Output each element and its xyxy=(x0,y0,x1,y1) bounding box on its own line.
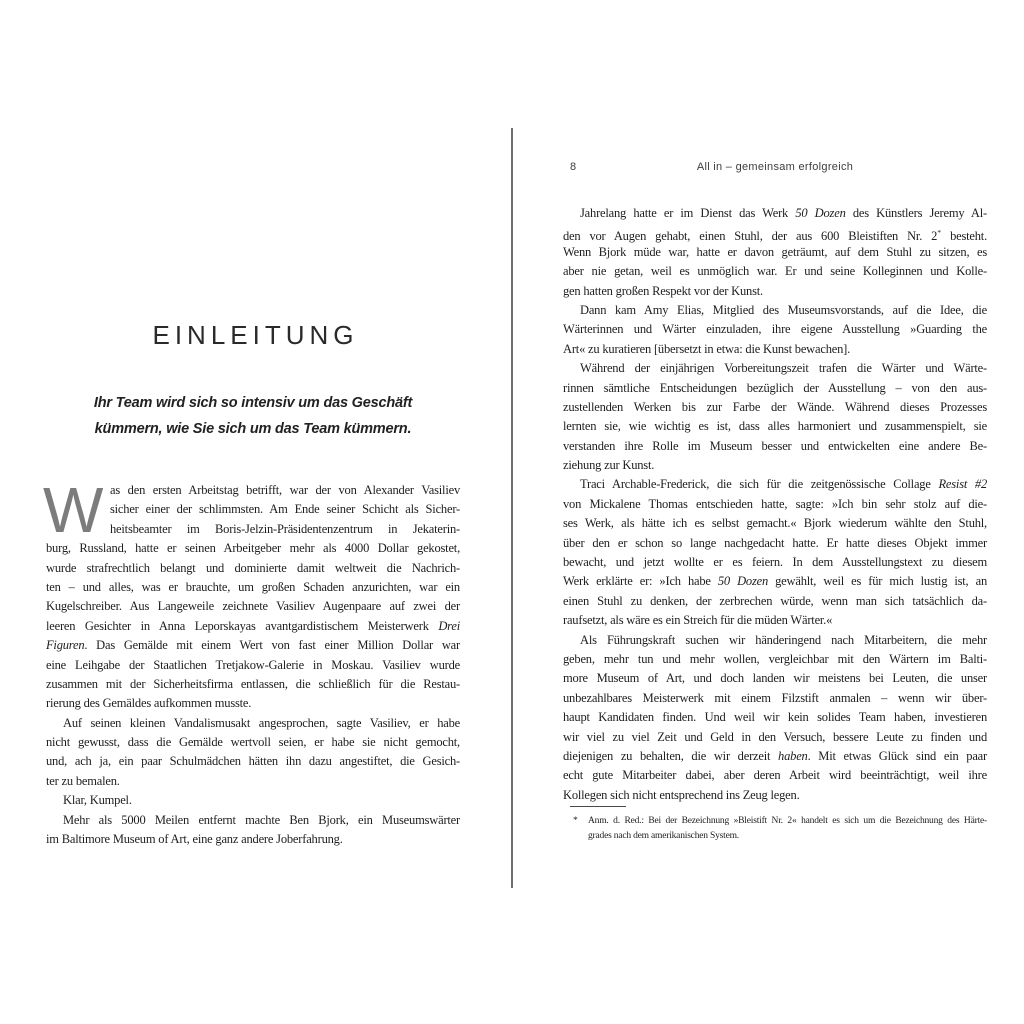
text-line xyxy=(563,301,987,320)
text-segment: im Baltimore Museum of Art, eine ganz andere Joberfahrung. xyxy=(46,832,343,847)
text-line xyxy=(46,656,460,675)
text-line xyxy=(46,597,460,616)
text-line xyxy=(563,243,987,262)
text-segment: Als Führungskraft suchen wir händeringend nach Mitarbeitern, die mehr xyxy=(580,632,987,647)
subtitle-line: kümmern, wie Sie sich um das Team kümmern. xyxy=(94,421,412,437)
text-line xyxy=(563,320,987,339)
text-segment: wurde strafrechtlich belangt und dominierte damit weltweit die Nachrich- xyxy=(46,560,460,575)
text-line xyxy=(563,728,987,747)
text-line xyxy=(46,578,460,597)
text-segment: grades nach dem amerikanischen System. xyxy=(588,831,739,841)
page-header xyxy=(563,161,987,173)
text-line xyxy=(46,752,460,771)
text-segment: Dann kam Amy Elias, Mitglied des Museumsvorstands, auf die Idee, die xyxy=(580,302,987,317)
text-segment: lernten sie, wie wichtig es ist, dass alles harmoniert und zusammenspielt, sie xyxy=(563,419,987,434)
text-line xyxy=(588,829,987,844)
text-segment: Art« zu kuratieren [übersetzt in etwa: die Kunst bewachen]. xyxy=(563,341,851,356)
text-line xyxy=(563,747,987,766)
text-segment: echt gute Mitarbeiter dabei, aber deren Arbeit wird beeinträchtigt, weil ihre xyxy=(563,768,987,783)
page-divider xyxy=(511,128,513,888)
text-line xyxy=(563,340,987,359)
text-segment: Jahrelang hatte er im Dienst das Werk xyxy=(580,206,796,220)
italic-text: 50 Dozen xyxy=(717,574,769,589)
text-line xyxy=(563,592,987,611)
text-line xyxy=(46,811,460,830)
text-segment: wir viel zu viel Zeit und Geld in den Versuch, bessere Leute zu finden und xyxy=(563,729,987,744)
text-segment: Werk erklärte er: »Ich habe xyxy=(563,574,718,589)
text-segment: Während der einjährigen Vorbereitungszeit trafen die Wärter und Wärte- xyxy=(580,361,987,376)
left-body-text xyxy=(43,474,460,849)
text-segment: Kollegen sich nicht entsprechend ins Zeug legen. xyxy=(563,787,800,802)
text-line xyxy=(563,437,987,456)
text-segment: Mehr als 5000 Meilen entfernt machte Ben Bjork, ein Museumswärter xyxy=(63,812,460,827)
text-line xyxy=(46,520,460,539)
text-line xyxy=(563,282,987,301)
text-segment: ten – und alles, was er brauchte, um großen Schaden anzurichten, war ein xyxy=(46,579,460,594)
text-line xyxy=(563,708,987,727)
text-line xyxy=(46,772,460,791)
left-body-lines xyxy=(46,481,460,849)
text-line xyxy=(588,814,987,829)
text-segment: diejenigen zu behalten, die wir derzeit xyxy=(563,748,779,763)
text-segment: raufsetzt, als wäre es ein Streich für die müden Wärter.« xyxy=(563,613,833,628)
footnote-marker: * xyxy=(573,816,578,826)
text-line xyxy=(46,500,460,519)
italic-text: Drei xyxy=(438,618,460,633)
text-segment: . Mit etwas Glück sind ein paar xyxy=(807,748,987,763)
text-line xyxy=(46,714,460,733)
text-segment: besteht. xyxy=(941,229,988,244)
text-segment: verstanden ihre Rolle im Museum besser und entwickelten eine andere Be- xyxy=(563,438,987,453)
subtitle-line: Ihr Team wird sich so intensiv um das Geschäft xyxy=(93,395,413,411)
text-line xyxy=(46,830,460,849)
text-line xyxy=(563,786,987,805)
text-segment: more Museum of Art, und doch landen wir meistens bei Leuten, die unser xyxy=(563,671,987,686)
left-page xyxy=(43,0,460,1024)
right-page xyxy=(563,0,987,1024)
text-line xyxy=(563,398,987,417)
text-line xyxy=(563,223,987,242)
drop-cap: W xyxy=(43,474,104,546)
text-line xyxy=(563,514,987,533)
text-line xyxy=(46,636,460,655)
text-line xyxy=(563,204,987,223)
text-segment: geben, mehr tun und mehr wollen, vergleichbar mit den Wärtern im Balti- xyxy=(563,651,987,666)
text-line xyxy=(563,475,987,494)
text-line xyxy=(563,572,987,591)
italic-text: Resist #2 xyxy=(938,477,987,492)
text-segment: heitsbeamter im Boris-Jelzin-Präsidentenzentrum in Jekaterin- xyxy=(110,521,460,536)
footnote-separator xyxy=(570,806,626,807)
right-body-lines xyxy=(563,204,987,805)
text-segment: Auf seinen kleinen Vandalismusakt angesprochen, sagte Vasiliev, er habe xyxy=(63,715,460,730)
text-segment: über den er schon so lange nachgedacht hatte. Er hatte dieses Objekt immer xyxy=(563,535,987,550)
text-segment: und, ach ja, ein paar Schulmädchen hätten ihn dazu angestiftet, die Gesich- xyxy=(46,754,460,769)
text-segment: nicht gewusst, dass die Gemälde wertvoll seien, er habe sie nicht gemocht, xyxy=(46,735,460,750)
chapter-subtitle xyxy=(46,390,460,442)
text-line xyxy=(563,417,987,436)
text-segment: burg, Russland, hatte er seinen Arbeitgeber mehr als 4000 Dollar gekostet, xyxy=(46,541,460,556)
text-segment: von Mickalene Thomas entschieden hatte, sagte: »Ich bin sehr stolz auf die- xyxy=(563,496,987,511)
text-line xyxy=(46,733,460,752)
text-line xyxy=(46,481,460,500)
text-segment: eine Leihgabe der Staatlichen Tretjakow-Galerie in Moskau. Vasiliev wurde xyxy=(46,657,460,672)
text-line xyxy=(563,631,987,650)
footnote xyxy=(563,806,987,844)
text-segment: zustellenden Werken bis zur Farbe der Wände. Während dieses Prozesses xyxy=(563,399,987,414)
text-segment: Wärterinnen und Wärter einzuladen, ihre eigene Ausstellung »Guarding the xyxy=(563,322,987,337)
text-segment: . Das Gemälde mit einem Wert von fast einer Million Dollar war xyxy=(84,638,460,653)
text-segment: den vor Augen gehabt, einen Stuhl, der aus 600 Bleistiften Nr. 2 xyxy=(563,229,938,244)
text-segment: ziehung zur Kunst. xyxy=(563,458,655,473)
text-segment: haupt Kandidaten finden. Und weil wir kein solides Team haben, investieren xyxy=(563,710,987,725)
text-segment: rierung des Gemäldes aufkommen musste. xyxy=(46,696,252,711)
text-line xyxy=(46,675,460,694)
italic-text: haben xyxy=(778,748,808,763)
footnote-lines xyxy=(563,814,987,844)
text-line xyxy=(563,359,987,378)
text-line xyxy=(563,689,987,708)
text-segment: ter zu bemalen. xyxy=(46,773,120,788)
text-segment: Wenn Bjork müde war, hatte er davon geträumt, auf dem Stuhl zu sitzen, es xyxy=(563,244,987,259)
text-segment: gen hatten großen Respekt vor der Kunst. xyxy=(563,283,763,298)
text-segment: Klar, Kumpel. xyxy=(63,793,132,808)
chapter-title: EINLEITUNG xyxy=(152,320,359,350)
text-segment: gewählt, weil es für mich lustig ist, an xyxy=(768,574,987,589)
text-segment: sicher einer der schlimmsten. Am Ende seiner Schicht als Sicher- xyxy=(110,502,460,517)
text-line xyxy=(563,611,987,630)
text-segment: rinnen sämtliche Entscheidungen bezüglich der Ausstellung – von den aus- xyxy=(563,380,987,395)
text-segment: as den ersten Arbeitstag betrifft, war der von Alexander Vasiliev xyxy=(110,483,460,497)
italic-text: Figuren xyxy=(46,638,85,653)
text-segment: aber nie getan, weil es unmöglich war. Er und seine Kolleginnen und Kolle- xyxy=(563,264,987,279)
text-segment: Traci Archable-Frederick, die sich für die zeitgenössische Collage xyxy=(580,477,939,492)
text-line xyxy=(46,791,460,810)
text-segment: einen Stuhl zu denken, der zerbrechen würde, wenn man sich tatsächlich da- xyxy=(563,593,987,608)
page-number: 8 xyxy=(570,161,577,173)
text-line xyxy=(563,456,987,475)
text-line xyxy=(563,766,987,785)
text-segment: bewacht, und jetzt wollte er es feiern. In dem Ausstellungstext zu diesem xyxy=(563,555,987,570)
text-line xyxy=(563,379,987,398)
text-line xyxy=(46,539,460,558)
text-line xyxy=(46,617,460,636)
italic-text: 50 Dozen xyxy=(795,206,846,220)
footnote-reference-marker: * xyxy=(937,228,942,238)
text-segment: unbezahlbares Meisterwerk mit einem Filzstift anmalen – wenn wir über- xyxy=(563,690,987,705)
text-line xyxy=(46,559,460,578)
text-line xyxy=(563,553,987,572)
text-segment: ses Werk, als hätte ich es selbst gemacht.« Bjork wiederum wählte den Stuhl, xyxy=(563,516,987,531)
text-line xyxy=(46,694,460,713)
text-segment: Kugelschreiber. Aus Langeweile zeichnete Vasiliev Augenpaare auf zwei der xyxy=(46,599,460,614)
text-line xyxy=(563,669,987,688)
text-line xyxy=(563,495,987,514)
running-head: All in – gemeinsam erfolgreich xyxy=(696,161,854,173)
text-line xyxy=(563,262,987,281)
text-segment: des Künstlers Jeremy Al- xyxy=(845,206,987,220)
text-line xyxy=(563,650,987,669)
text-segment: Anm. d. Red.: Bei der Bezeichnung »Bleistift Nr. 2« handelt es sich um die Bezeichnung des Härte- xyxy=(588,816,987,826)
text-line xyxy=(563,534,987,553)
text-segment: leeren Gesichter in Anna Leporskayas avantgardistischem Meisterwerk xyxy=(46,618,439,633)
text-segment: zusammen mit der Sicherheitsfirma entlassen, die schließlich für die Restau- xyxy=(46,676,460,691)
